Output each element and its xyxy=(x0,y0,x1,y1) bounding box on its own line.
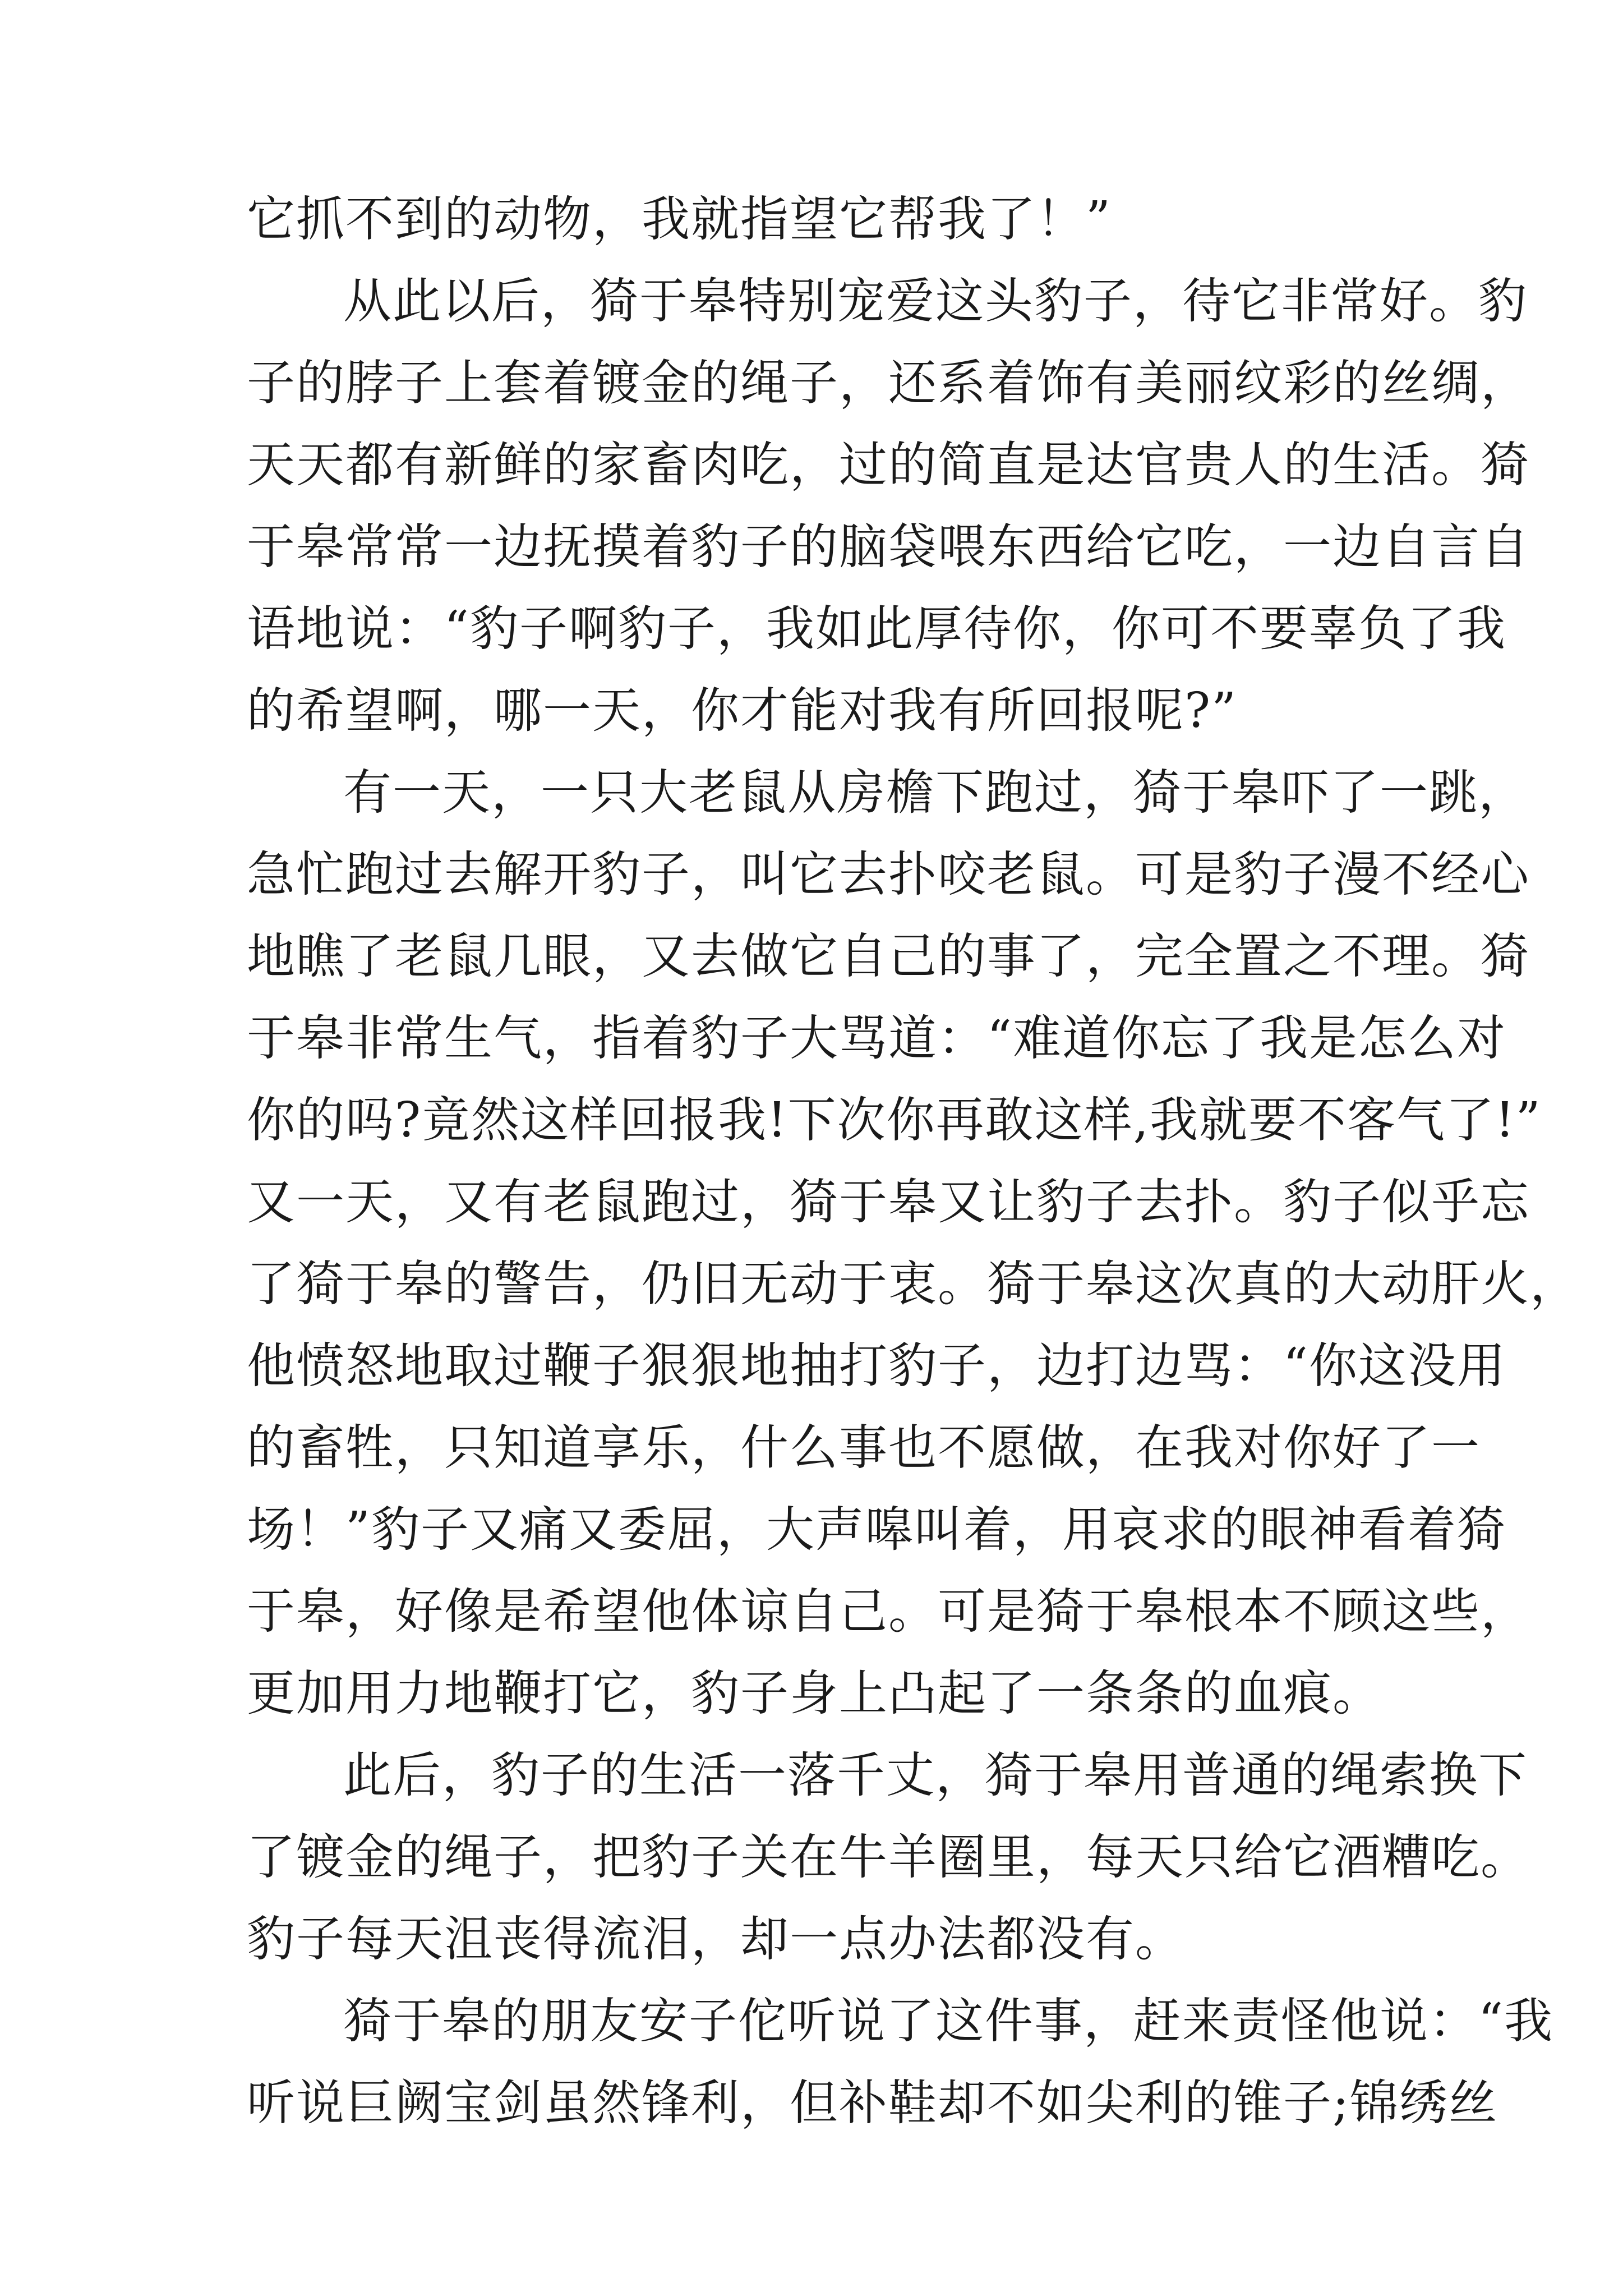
text-line: 于皋常常一边抚摸着豹子的脑袋喂东西给它吃，一边自言自 xyxy=(247,519,1530,575)
text-line: 语地说：“豹子啊豹子，我如此厚待你，你可不要辜负了我 xyxy=(247,601,1506,657)
text-line: 于皋非常生气，指着豹子大骂道：“难道你忘了我是怎么对 xyxy=(247,1010,1506,1066)
body-text xyxy=(247,178,1579,2144)
text-line: 场！”豹子又痛又委屈，大声嗥叫着，用哀求的眼神看着猗 xyxy=(247,1502,1506,1558)
text-line: 又一天，又有老鼠跑过，猗于皋又让豹子去扑。豹子似乎忘 xyxy=(247,1174,1530,1230)
text-line: 此后，豹子的生活一落千丈，猗于皋用普通的绳索换下 xyxy=(343,1747,1528,1803)
text-line: 天天都有新鲜的家畜肉吃，过的简直是达官贵人的生活。猗 xyxy=(247,437,1530,493)
text-line: 听说巨阙宝剑虽然锋利，但补鞋却不如尖利的锥子;锦绣丝 xyxy=(247,2075,1498,2131)
text-line: 了镀金的绳子，把豹子关在牛羊圈里，每天只给它酒糟吃。 xyxy=(247,1829,1530,1885)
text-line: 豹子每天沮丧得流泪，却一点办法都没有。 xyxy=(247,1911,1184,1967)
text-line: 了猗于皋的警告，仍旧无动于衷。猗于皋这次真的大动肝火， xyxy=(247,1256,1579,1312)
text-line: 你的吗?竟然这样回报我!下次你再敢这样,我就要不客气了!” xyxy=(247,1092,1542,1148)
text-line: 的畜牲，只知道享乐，什么事也不愿做，在我对你好了一 xyxy=(247,1420,1481,1476)
text-line: 急忙跑过去解开豹子，叫它去扑咬老鼠。可是豹子漫不经心 xyxy=(247,846,1530,903)
text-line: 他愤怒地取过鞭子狠狠地抽打豹子，边打边骂：“你这没用 xyxy=(247,1338,1506,1394)
text-line: 更加用力地鞭打它，豹子身上凸起了一条条的血痕。 xyxy=(247,1665,1382,1722)
text-line: 有一天，一只大老鼠从房檐下跑过，猗于皋吓了一跳， xyxy=(343,765,1528,821)
text-line: 于皋，好像是希望他体谅自己。可是猗于皋根本不顾这些， xyxy=(247,1584,1530,1640)
text-line: 从此以后，猗于皋特别宠爱这头豹子，待它非常好。豹 xyxy=(343,273,1528,329)
text-line: 地瞧了老鼠几眼，又去做它自己的事了，完全置之不理。猗 xyxy=(247,928,1530,984)
text-line: 子的脖子上套着镀金的绳子，还系着饰有美丽纹彩的丝绸， xyxy=(247,355,1530,411)
text-line: 猗于皋的朋友安子佗听说了这件事，赶来责怪他说：“我 xyxy=(343,1993,1553,2049)
text-line: 它抓不到的动物，我就指望它帮我了！” xyxy=(247,191,1112,247)
text-line: 的希望啊，哪一天，你才能对我有所回报呢?” xyxy=(247,683,1238,739)
